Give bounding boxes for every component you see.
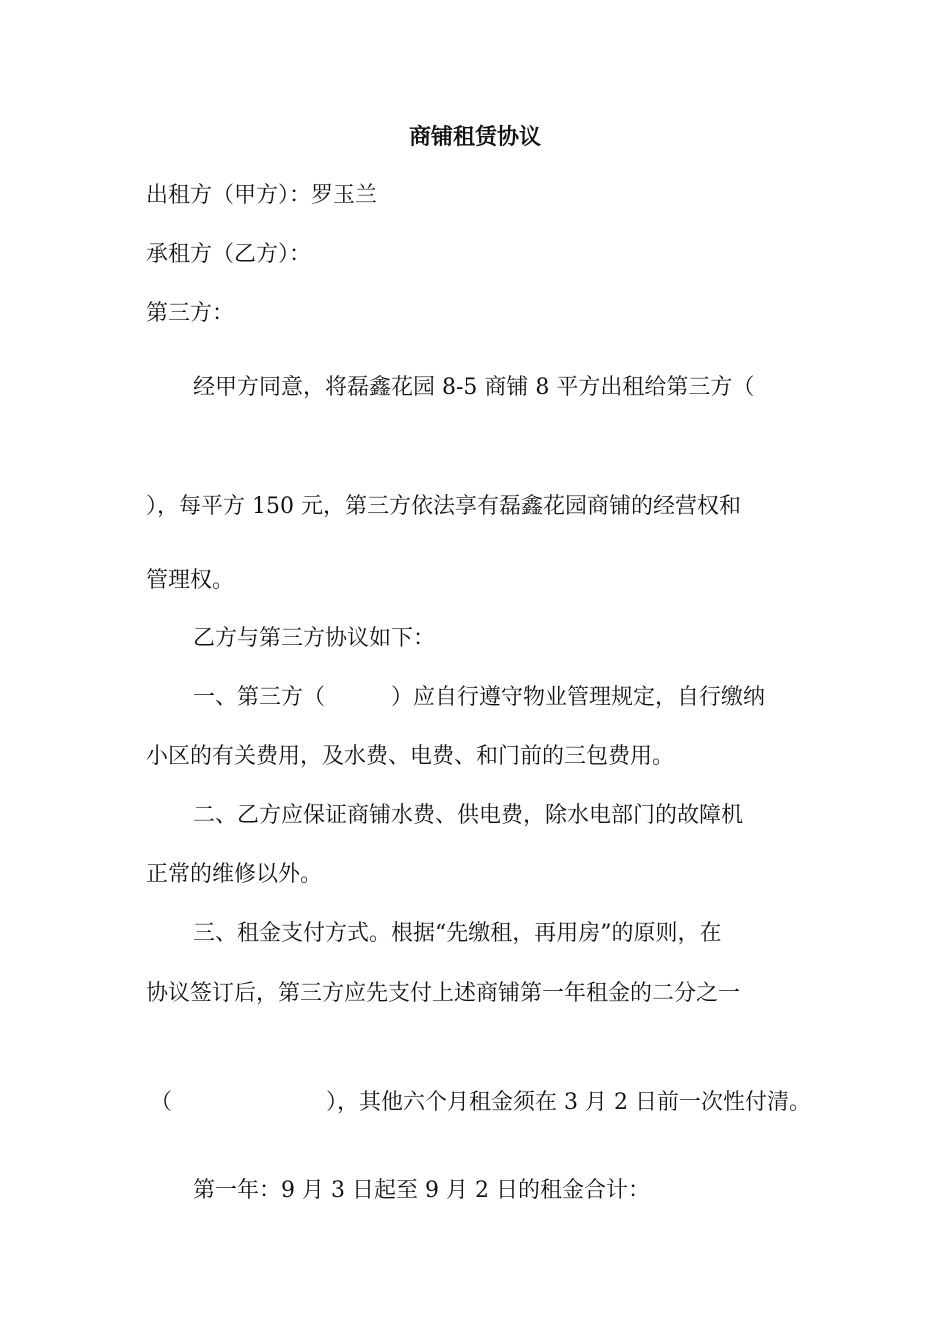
lessor-line: 出租方（甲方）：罗玉兰 <box>146 183 378 208</box>
year-1-rent-line: 第一年：9 月 3 日起至 9 月 2 日的租金合计： <box>193 1178 650 1203</box>
document-title: 商铺租赁协议 <box>408 124 541 150</box>
item-1-line-2: 小区的有关费用，及水费、电费、和门前的三包费用。 <box>146 744 675 769</box>
item-2-line-1: 二、乙方应保证商铺水费、供电费，除水电部门的故障机 <box>193 803 744 828</box>
third-party-line: 第三方： <box>146 301 235 326</box>
paragraph-1-line-2: ），每平方 150 元，第三方依法享有磊鑫花园商铺的经营权和 <box>146 494 741 519</box>
item-2-line-2: 正常的维修以外。 <box>146 862 323 887</box>
item-1-line-1: 一、第三方（ ）应自行遵守物业管理规定，自行缴纳 <box>193 685 766 710</box>
paragraph-2: 乙方与第三方协议如下： <box>193 626 436 651</box>
item-3-line-3: （ ），其他六个月租金须在 3 月 2 日前一次性付清。 <box>150 1090 811 1115</box>
item-3-line-1: 三、租金支付方式。根据“先缴租，再用房”的原则，在 <box>193 921 722 946</box>
lessee-line: 承租方（乙方）： <box>146 242 312 267</box>
paragraph-1-line-3: 管理权。 <box>146 568 235 593</box>
item-3-line-2: 协议签订后，第三方应先支付上述商铺第一年租金的二分之一 <box>146 981 741 1006</box>
paragraph-1-line-1: 经甲方同意，将磊鑫花园 8-5 商铺 8 平方出租给第三方（ <box>193 375 755 400</box>
